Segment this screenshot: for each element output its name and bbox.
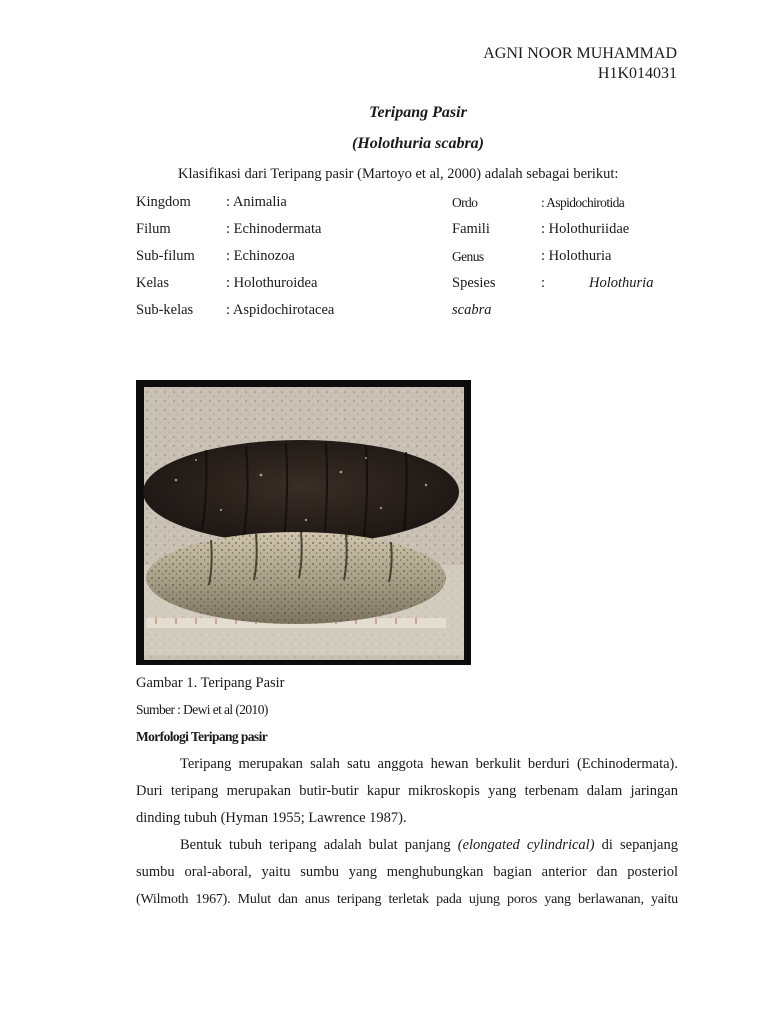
value-kingdom: : Animalia: [226, 194, 287, 210]
rank-sub-kelas: Sub-kelas: [136, 302, 194, 318]
paragraph-1-line-1: Teripang merupakan salah satu anggota hewan berkulit berduri (Echinodermata).: [180, 756, 678, 772]
rank-spesies: Spesies: [452, 275, 496, 291]
section-heading: Morfologi Teripang pasir: [136, 729, 268, 744]
paragraph-2: [136, 832, 678, 913]
student-id: H1K014031: [597, 65, 677, 82]
value-spesies-colon: :: [541, 275, 546, 291]
rank-filum: Filum: [136, 221, 171, 237]
rank-genus: Genus: [452, 249, 484, 264]
author-block: [483, 44, 677, 84]
document-subtitle: (Holothuria scabra): [351, 135, 484, 152]
value-famili: : Holothuriidae: [541, 221, 630, 237]
value-genus: : Holothuria: [541, 248, 612, 264]
figure-source: Sumber : Dewi et al (2010): [136, 702, 268, 717]
value-spesies-epithet: scabra: [452, 302, 492, 318]
intro-text: Klasifikasi dari Teripang pasir (Martoyo et al, 2000) adalah sebagai berikut:: [178, 166, 619, 182]
rank-kelas: Kelas: [136, 275, 170, 291]
paragraph-2-line-1-start: Bentuk tubuh teripang adalah bulat panjang: [180, 837, 458, 853]
rank-sub-filum: Sub-filum: [136, 248, 195, 264]
sea-cucumber-photo: [136, 380, 471, 665]
value-sub-filum: : Echinozoa: [226, 248, 295, 264]
author-name: AGNI NOOR MUHAMMAD: [483, 45, 677, 62]
paragraph-1-line-2: Duri teripang merupakan butir-butir kapur mikroskopis yang terbenam dalam jaringan: [136, 783, 678, 799]
rank-ordo: Ordo: [452, 195, 478, 210]
value-ordo: : Aspidochirotida: [541, 195, 625, 210]
paragraph-1-line-3: dinding tubuh (Hyman 1955; Lawrence 1987).: [136, 810, 407, 826]
value-spesies-genus: Holothuria: [589, 275, 654, 291]
value-filum: : Echinodermata: [226, 221, 322, 237]
rank-famili: Famili: [452, 221, 490, 237]
paragraph-2-line-1-end: di sepanjang: [594, 837, 678, 853]
value-sub-kelas: : Aspidochirotacea: [226, 302, 335, 318]
paragraph-1: [136, 751, 678, 832]
document-title: Teripang Pasir: [369, 104, 467, 121]
rank-kingdom: Kingdom: [136, 194, 191, 210]
figure-caption: Gambar 1. Teripang Pasir: [136, 675, 285, 691]
paragraph-2-line-2: sumbu oral-aboral, yaitu sumbu yang menghubungkan bagian anterior dan posteriol: [136, 864, 678, 880]
paragraph-2-line-1-italic: (elongated cylindrical): [457, 837, 595, 853]
value-kelas: : Holothuroidea: [226, 275, 318, 291]
paragraph-2-line-3: (Wilmoth 1967). Mulut dan anus teripang terletak pada ujung poros yang berlawanan, yaitu: [136, 892, 678, 907]
